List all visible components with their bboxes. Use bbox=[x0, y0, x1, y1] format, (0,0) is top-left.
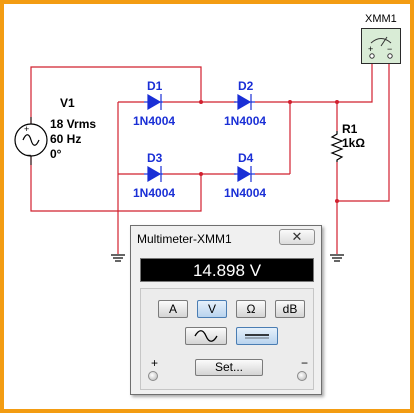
xmm-symbol-name: XMM1 bbox=[365, 13, 397, 25]
diode-d2-name: D2 bbox=[238, 79, 254, 93]
control-panel bbox=[140, 288, 314, 390]
mode-ohmmeter-button[interactable]: Ω bbox=[236, 300, 266, 318]
diode-d1-icon[interactable] bbox=[148, 94, 161, 110]
source-name: V1 bbox=[60, 96, 75, 110]
source-voltage: 18 Vrms bbox=[50, 117, 97, 131]
mode-voltmeter-button[interactable]: V bbox=[197, 300, 227, 318]
ground-left-icon bbox=[111, 255, 125, 261]
diode-d3-name: D3 bbox=[147, 151, 163, 165]
diode-d1-name: D1 bbox=[147, 79, 163, 93]
plus-terminal-label: + bbox=[151, 356, 159, 370]
mode-decibel-button[interactable]: dB bbox=[275, 300, 305, 318]
diode-d4-name: D4 bbox=[238, 151, 254, 165]
set-button[interactable]: Set... bbox=[195, 359, 263, 376]
source-phase: 0° bbox=[50, 147, 62, 161]
multimeter-symbol-icon[interactable] bbox=[361, 28, 401, 64]
close-button[interactable] bbox=[279, 229, 315, 245]
junctions bbox=[199, 100, 339, 203]
junction-dot bbox=[199, 100, 203, 104]
minus-terminal-label: − bbox=[301, 356, 309, 370]
junction-dot bbox=[288, 100, 292, 104]
mode-ammeter-button[interactable]: A bbox=[158, 300, 188, 318]
junction-dot bbox=[335, 199, 339, 203]
wire-xmm-plus bbox=[337, 62, 372, 102]
diode-d2-model: 1N4004 bbox=[224, 114, 267, 128]
source-frequency: 60 Hz bbox=[50, 132, 82, 146]
xmm-symbol-minus: − bbox=[387, 44, 393, 54]
junction-dot bbox=[335, 100, 339, 104]
source-minus-sign: − bbox=[26, 150, 32, 160]
close-icon: ✕ bbox=[291, 229, 303, 244]
dc-mode-button[interactable] bbox=[236, 327, 278, 345]
diode-d3-icon[interactable] bbox=[148, 166, 161, 182]
minus-terminal-icon[interactable] bbox=[297, 371, 307, 381]
resistor-value: 1kΩ bbox=[342, 136, 365, 150]
multimeter-window[interactable] bbox=[130, 225, 322, 395]
diode-d1-model: 1N4004 bbox=[133, 114, 176, 128]
ac-mode-button[interactable] bbox=[185, 327, 227, 345]
resistor-icon[interactable] bbox=[332, 131, 342, 162]
wire-source-bottom bbox=[31, 156, 201, 211]
diode-d2-icon[interactable] bbox=[238, 94, 251, 110]
xmm-symbol-plus: + bbox=[368, 44, 374, 54]
source-plus-sign: + bbox=[24, 124, 30, 134]
sine-wave-icon bbox=[186, 328, 226, 344]
resistor-name: R1 bbox=[342, 122, 358, 136]
reading-display: 14.898 V bbox=[140, 258, 314, 282]
diode-d4-icon[interactable] bbox=[238, 166, 251, 182]
junction-dot bbox=[199, 172, 203, 176]
plus-terminal-icon[interactable] bbox=[148, 371, 158, 381]
diode-d4-model: 1N4004 bbox=[224, 186, 267, 200]
multimeter-title: Multimeter-XMM1 bbox=[137, 232, 232, 246]
dc-line-icon bbox=[237, 328, 277, 344]
ground-right-icon bbox=[330, 255, 344, 261]
diode-d3-model: 1N4004 bbox=[133, 186, 176, 200]
